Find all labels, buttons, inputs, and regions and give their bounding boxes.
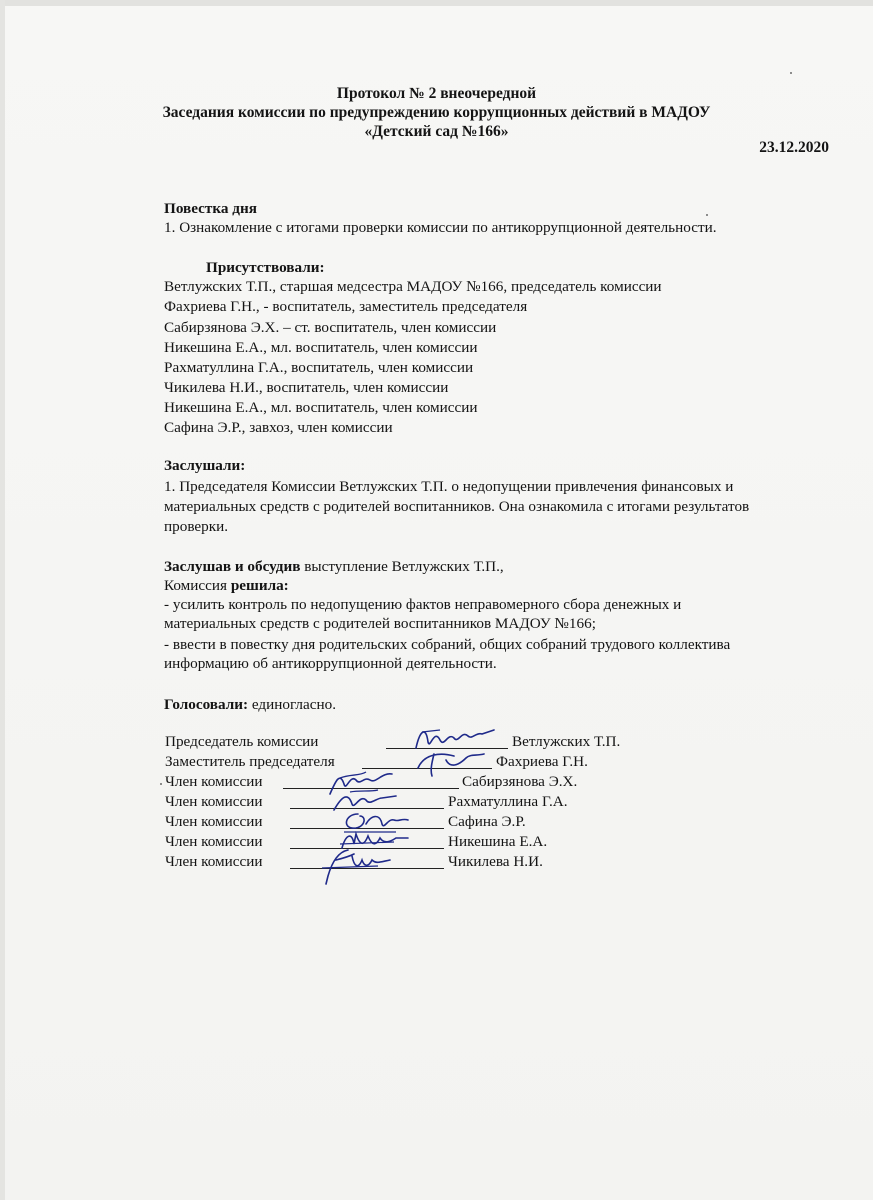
present-heading: Присутствовали:	[206, 259, 325, 276]
signature-name: Рахматуллина Г.А.	[448, 793, 568, 810]
document-date: 23.12.2020	[759, 139, 829, 156]
heard-text: 1. Председателя Комиссии Ветлужских Т.П. о недопущении привлечения финансовых и	[164, 478, 734, 495]
present-member: Чикилева Н.И., воспитатель, член комиссии	[164, 379, 449, 396]
scan-edge-top	[0, 0, 873, 6]
commission-label: Комиссия	[164, 577, 231, 594]
scan-speck	[706, 214, 708, 216]
heard-text: материальных средств с родителей воспитанников. Она ознакомила с итогами результатов	[164, 498, 750, 515]
handwritten-signature	[318, 846, 398, 886]
signature-name: Чикилева Н.И.	[448, 853, 543, 870]
decision-commission	[164, 576, 289, 595]
present-member: Сабирзянова Э.Х. – ст. воспитатель, член комиссии	[164, 319, 497, 336]
present-member: Сафина Э.Р., завхоз, член комиссии	[164, 419, 393, 436]
signature-name: Сафина Э.Р.	[448, 813, 526, 830]
scan-edge-left	[0, 0, 5, 1200]
vote-line	[164, 695, 336, 714]
signature-role: Заместитель председателя	[165, 753, 335, 770]
decision-discussed	[164, 557, 504, 576]
document-title-line2: Заседания комиссии по предупреждению коррупционных действий в МАДОУ	[162, 104, 711, 121]
signature-role: Член комиссии	[165, 813, 263, 830]
agenda-heading: Повестка дня	[164, 200, 257, 217]
scan-speck	[790, 72, 792, 74]
agenda-item: 1. Ознакомление с итогами проверки комиссии по антикоррупционной деятельности.	[164, 219, 717, 236]
signature-role: Член комиссии	[165, 853, 263, 870]
heard-heading: Заслушали:	[164, 457, 246, 474]
vote-label: Голосовали:	[164, 696, 249, 713]
signature-role: Член комиссии	[165, 793, 263, 810]
signature-role: Член комиссии	[165, 833, 263, 850]
discussed-bold: Заслушав и обсудив	[164, 558, 301, 575]
decision-point: - усилить контроль по недопущению фактов неправомерного сбора денежных и	[164, 596, 682, 613]
signature-role: Член комиссии	[165, 773, 263, 790]
discussed-rest: выступление Ветлужских Т.П.,	[300, 558, 504, 575]
heard-text: проверки.	[164, 518, 229, 535]
signature-name: Ветлужских Т.П.	[512, 733, 621, 750]
present-member: Ветлужских Т.П., старшая медсестра МАДОУ №166, председатель комиссии	[164, 278, 662, 295]
present-member: Рахматуллина Г.А., воспитатель, член комиссии	[164, 359, 474, 376]
present-member: Никешина Е.А., мл. воспитатель, член комиссии	[164, 339, 478, 356]
present-member: Никешина Е.А., мл. воспитатель, член комиссии	[164, 399, 478, 416]
handwritten-signature	[410, 748, 490, 778]
signature-name: Сабирзянова Э.Х.	[462, 773, 578, 790]
present-member: Фахриева Г.Н., - воспитатель, заместитель председателя	[164, 298, 528, 315]
scan-speck	[160, 783, 162, 785]
decision-point: информацию об антикоррупционной деятельности.	[164, 655, 497, 672]
signature-name: Никешина Е.А.	[448, 833, 548, 850]
decided-bold: решила:	[230, 577, 289, 594]
decision-point: - ввести в повестку дня родительских собраний, общих собраний трудового коллектива	[164, 636, 731, 653]
vote-result: единогласно.	[248, 696, 337, 713]
decision-point: материальных средств с родителей воспитанников МАДОУ №166;	[164, 615, 596, 632]
document-title-line1: Протокол № 2 внеочередной	[336, 85, 537, 102]
signature-role: Председатель комиссии	[165, 733, 319, 750]
signature-name: Фахриева Г.Н.	[496, 753, 588, 770]
document-title-line3: «Детский сад №166»	[364, 123, 509, 140]
